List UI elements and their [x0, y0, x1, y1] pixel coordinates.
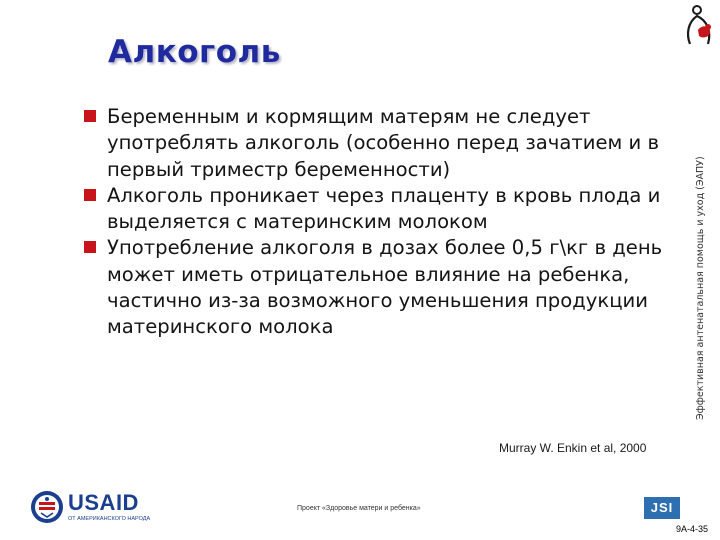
bullet-text: Употребление алкоголя в дозах более 0,5 г\кг в день может иметь отрицательное влияние на ребенка, частично из-за возможного уменьшения продукции материнского молока	[107, 236, 663, 339]
bullet-list	[84, 104, 684, 341]
bullet-square-icon	[84, 241, 96, 253]
usaid-logo	[30, 490, 160, 526]
usaid-seal-icon	[30, 490, 64, 524]
bullet-item	[84, 104, 684, 183]
jsi-logo: JSI	[644, 497, 680, 519]
slide-number: 9A-4-35	[676, 524, 709, 534]
usaid-wordmark: USAID	[68, 490, 139, 515]
bullet-text: Алкоголь проникает через плаценту в кровь плода и выделяется с материнским молоком	[107, 183, 661, 234]
citation: Murray W. Enkin et al, 2000	[499, 441, 647, 455]
mother-child-logo-icon	[684, 4, 718, 46]
bullet-text: Беременным и кормящим матерям не следует употреблять алкоголь (особенно перед зачатием и в первый триместр беременности)	[107, 105, 660, 181]
bullet-square-icon	[84, 189, 96, 201]
bullet-item	[84, 183, 684, 236]
footer-project-text: Проект «Здоровье матери и ребенка»	[297, 505, 421, 512]
usaid-subtitle: ОТ АМЕРИКАНСКОГО НАРОДА	[68, 516, 151, 522]
bullet-item	[84, 235, 684, 340]
bullet-square-icon	[84, 110, 96, 122]
side-caption: Эффективная антенатальная помощь и уход (ЭАПУ)	[695, 156, 706, 420]
slide-title: Алкоголь	[108, 34, 281, 70]
